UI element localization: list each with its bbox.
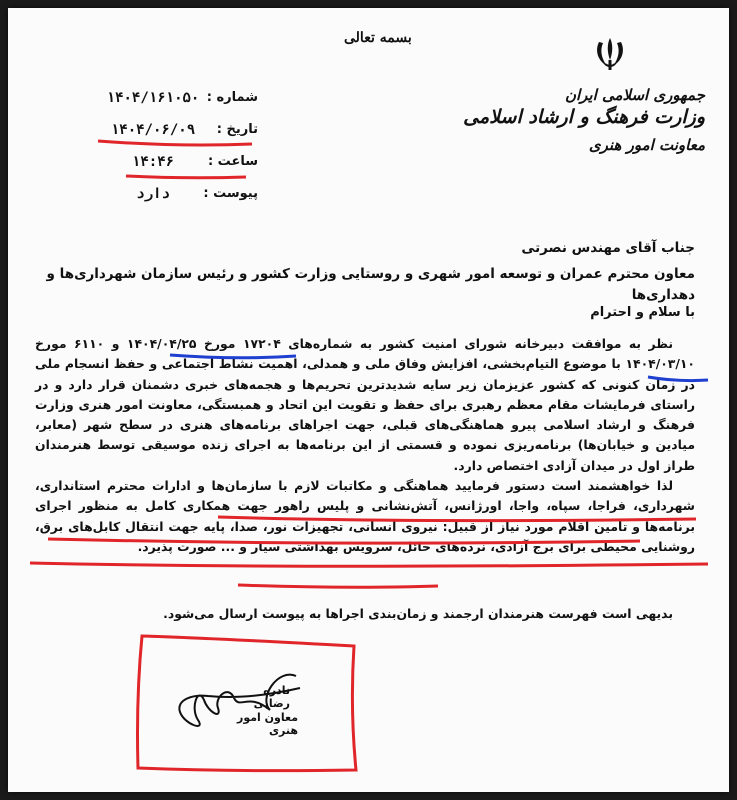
org-country: جمهوری اسلامی ایران [564,86,705,104]
number-value: ۱۴۰۴/۱۶۱۰۵۰ [106,90,200,106]
salutation: با سلام و احترام [590,305,695,320]
closing-line: بدیهی است فهرست هنرمندان ارجمند و زمان‌بندی اجراها به پیوست ارسال می‌شود. [163,606,673,621]
attachment-label: پیوست : [203,186,258,201]
blue-underline-2 [648,377,708,381]
time-value: ۱۴:۴۶ [131,154,175,170]
recipient-name: جناب آقای مهندس نصرتی [521,240,695,256]
annotation-layer [8,8,729,792]
red-underline-1 [218,517,696,521]
red-underline-2 [48,539,640,543]
signatory-name: نادره رضایی [253,684,290,710]
time-label: ساعت : [207,154,258,169]
signatory-title: معاون امور هنری [236,711,298,737]
paragraph-1: نظر به موافقت دبیرخانه شورای امنیت کشور به شماره‌های ۱۷۲۰۴ مورخ ۱۴۰۴/۰۴/۲۵ و ۶۱۱۰ مورخ ۱۴۰۴/۰۳/۱۰ با موضوع التیام‌بخشی، افزایش وفاق ملی و همدلی، اهمیت نشاط اجتماعی و حفظ انسجام ملی در زمان کنونی که کشور عزیزمان زیر سایه شدیدترین تحریم‌ها و هجمه‌های خبری دشمنان قرار دارد و در راستای فرمایشات مقام معظم رهبری برای حفظ و تقویت این اتحاد و همبستگی، معاونت امور هنری وزارت فرهنگ و ارشاد اسلامی پیرو هماهنگی‌های قبلی، جهت اجراهای برنامه‌های هنری در سطح شهر (معابر، میادین و خیابان‌ها) برنامه‌ریزی نموده و قسمتی از این برنامه‌ها به اجرای زنده موسیقی توسط هنرمندان طراز اول در میدان آزادی اختصاص دارد. [35,336,695,473]
letter-page [8,8,729,792]
date-underline [98,141,252,145]
paragraph-2: لذا خواهشمند است دستور فرمایید هماهنگی و مکاتبات لازم با سازمان‌ها و ادارات محترم استانداری، شهرداری، فراجا، سپاه، واجا، اورژانس، آتش‌نشانی و پلیس راهور جهت همکاری کامل به منظور اجرای برنامه‌ها و تأمین اقلام مورد نیاز از قبیل: نیروی انسانی، تجهیزات نور، صدا، پایه جهت انتقال کابل‌های برق، روشنایی محیطی برای برج آزادی، نرده‌های حائل، سرویس بهداشتی سیار و ... صورت پذیرد. [35,478,695,554]
time-underline [126,176,246,178]
basmala: بسمه تعالی [344,30,412,46]
date-value: ۱۴۰۴/۰۶/۰۹ [110,122,196,138]
red-underline-3 [30,563,708,566]
number-label: شماره : [206,90,258,105]
org-department: معاونت امور هنری [588,136,705,154]
red-underline-4 [238,585,438,587]
org-ministry: وزارت فرهنگ و ارشاد اسلامی [463,106,705,128]
recipient-title: معاون محترم عمران و توسعه امور شهری و روستایی وزارت کشور و رئیس سازمان شهرداری‌ها و دهداری‌ها [46,266,695,303]
attachment-value: دارد [136,186,170,202]
date-label: تاریخ : [216,122,258,137]
handwritten-signature [179,675,300,726]
blue-underline-1 [170,355,296,358]
signature-frame [138,636,357,771]
